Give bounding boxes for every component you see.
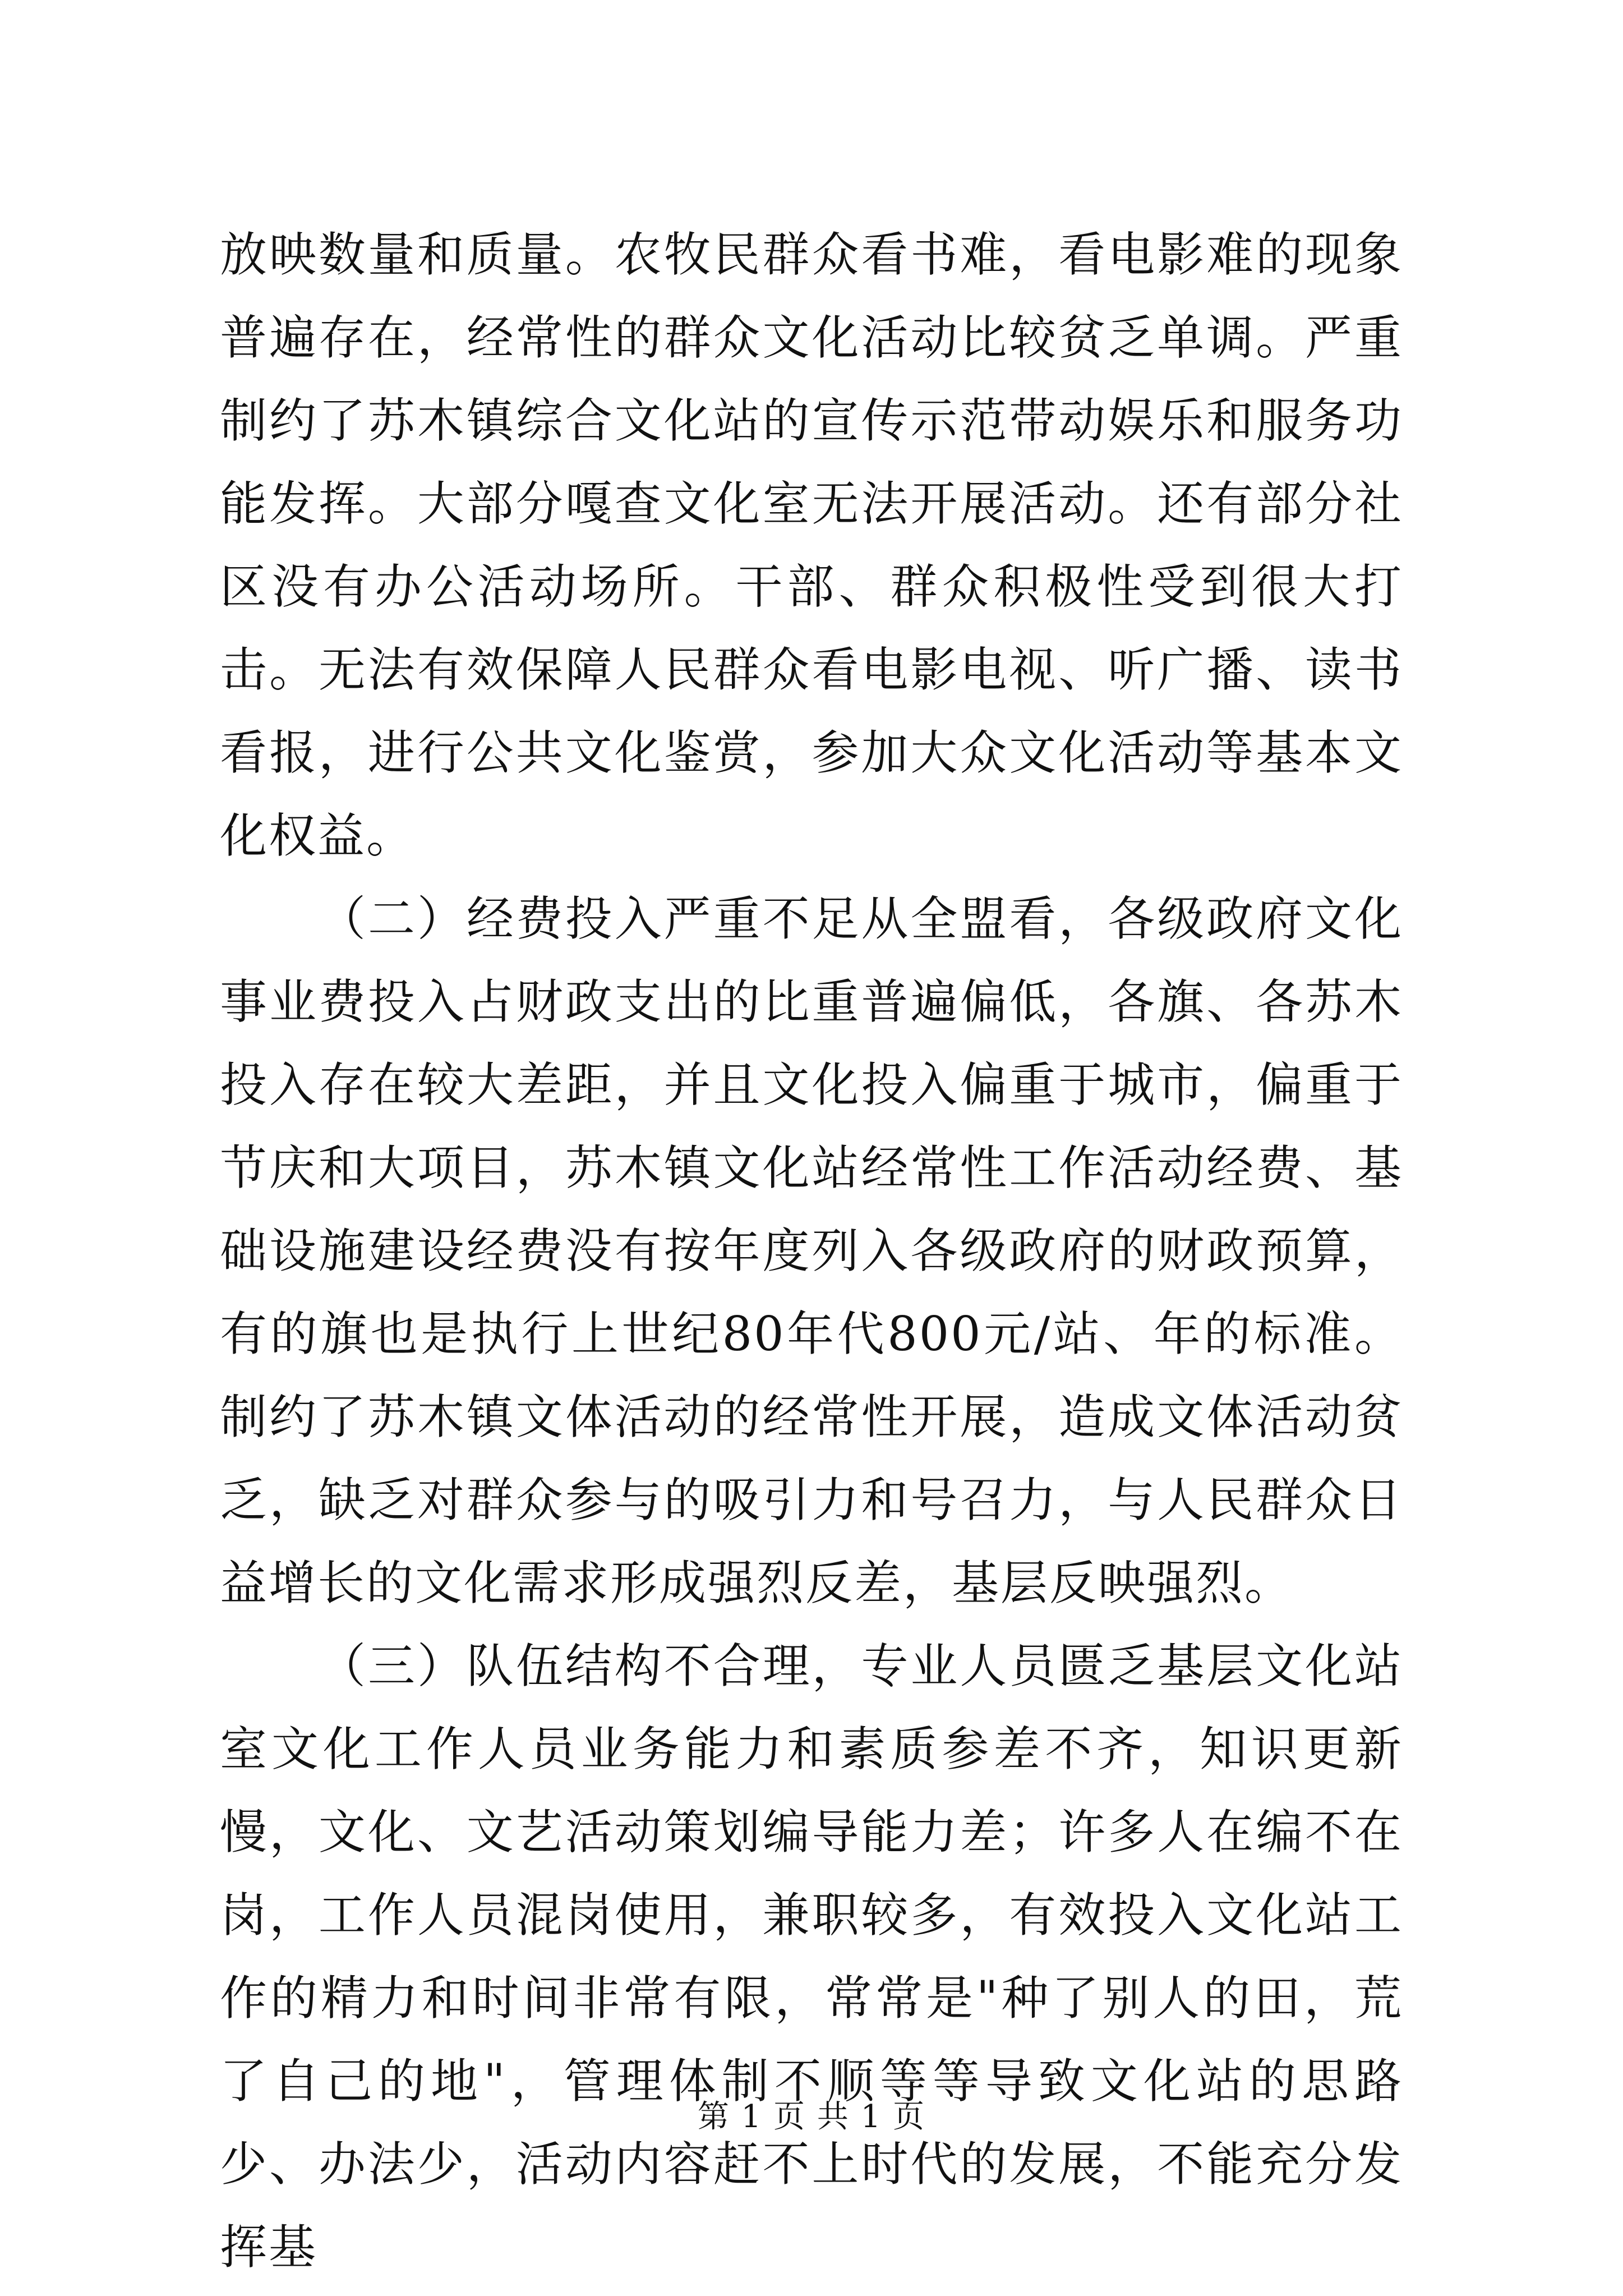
paragraph-section-2: （二）经费投入严重不足从全盟看，各级政府文化事业费投入占财政支出的比重普遍偏低，各旗、各苏木投入存在较大差距，并且文化投入偏重于城市，偏重于节庆和大项目，苏木镇文化站经常性工作活动经费、基础设施建设经费没有按年度列入各级政府的财政预算，有的旗也是执行上世纪80年代800元/站、年的标准。制约了苏木镇文体活动的经常性开展，造成文体活动贫乏，缺乏对群众参与的吸引力和号召力，与人民群众日益增长的文化需求形成强烈反差，基层反映强烈。 bbox=[220, 891, 1403, 1611]
paragraph-continuation: 放映数量和质量。农牧民群众看书难，看电影难的现象普遍存在，经常性的群众文化活动比较贫乏单调。严重制约了苏木镇综合文化站的宣传示范带动娱乐和服务功能发挥。大部分嘎查文化室无法开展活动。还有部分社区没有办公活动场所。干部、群众积极性受到很大打击。无法有效保障人民群众看电影电视、听广播、读书看报，进行公共文化鉴赏，参加大众文化活动等基本文化权益。 bbox=[220, 227, 1403, 863]
paragraph-section-3: （三）队伍结构不合理，专业人员匮乏基层文化站室文化工作人员业务能力和素质参差不齐，知识更新慢，文化、文艺活动策划编导能力差；许多人在编不在岗，工作人员混岗使用，兼职较多，有效投入文化站工作的精力和时间非常有限，常常是"种了别人的田，荒了自己的地"，管理体制不顺等等导致文化站的思路少、办法少，活动内容赶不上时代的发展，不能充分发挥基 bbox=[220, 1639, 1403, 2275]
body-text bbox=[220, 213, 1403, 2289]
page-footer: 第 1 页 共 1 页 bbox=[697, 2099, 926, 2135]
